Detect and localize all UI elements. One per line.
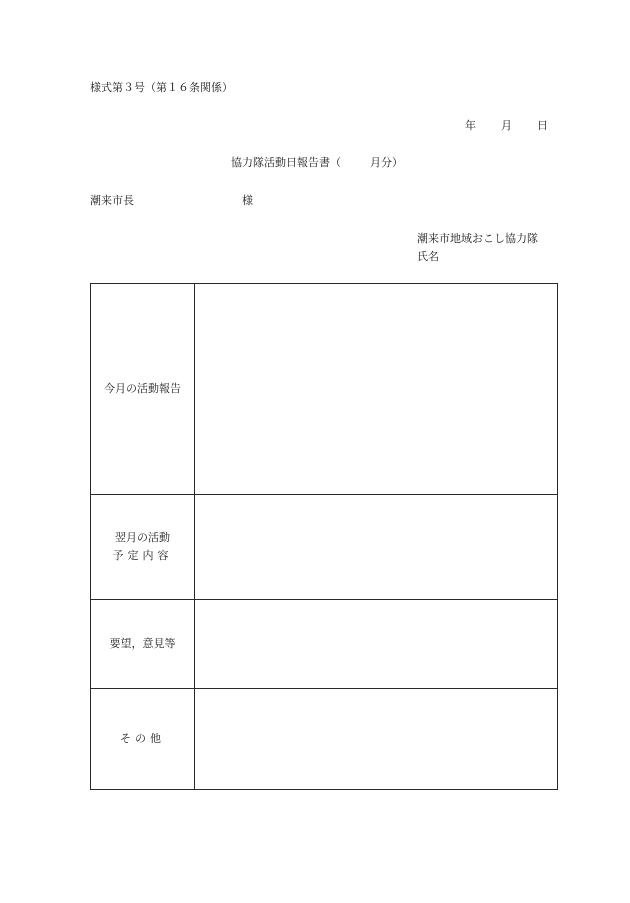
- content-cell-other[interactable]: [195, 689, 558, 790]
- submitter-organization: 潮来市地域おこし協力隊: [417, 232, 538, 245]
- row-label-text-line1: 翌月の活動: [115, 531, 170, 544]
- row-label-requests-opinions: [91, 600, 195, 689]
- form-number: 様式第３号（第１６条関係）: [90, 81, 233, 94]
- row-label-other: [91, 689, 195, 790]
- date-day-label: 日: [537, 119, 548, 132]
- document-title-month-unit: 月分）: [370, 156, 403, 169]
- table-row-other: [91, 689, 558, 790]
- table-row-next-month-plan: [91, 495, 558, 600]
- table-row-this-month-report: [91, 284, 558, 495]
- report-table: [90, 283, 558, 790]
- content-cell-requests-opinions[interactable]: [195, 600, 558, 689]
- row-label-text-line2: 予定内容: [112, 549, 173, 562]
- table-row-requests-opinions: [91, 600, 558, 689]
- row-label-next-month-plan: [91, 495, 195, 600]
- row-label-text: 要望，意見等: [109, 637, 176, 650]
- content-cell-next-month-plan[interactable]: [195, 495, 558, 600]
- addressee-honorific: 様: [242, 194, 253, 207]
- row-label-text: 今月の活動報告: [104, 382, 181, 395]
- date-month-label: 月: [501, 119, 512, 132]
- content-cell-this-month-report[interactable]: [195, 284, 558, 495]
- submitter-name-label: 氏名: [417, 250, 439, 263]
- row-label-text: その他: [120, 732, 165, 745]
- document-title: 協力隊活動日報告書（: [231, 156, 341, 169]
- addressee: 潮来市長: [90, 194, 134, 207]
- date-year-label: 年: [465, 119, 476, 132]
- row-label-this-month-report: [91, 284, 195, 495]
